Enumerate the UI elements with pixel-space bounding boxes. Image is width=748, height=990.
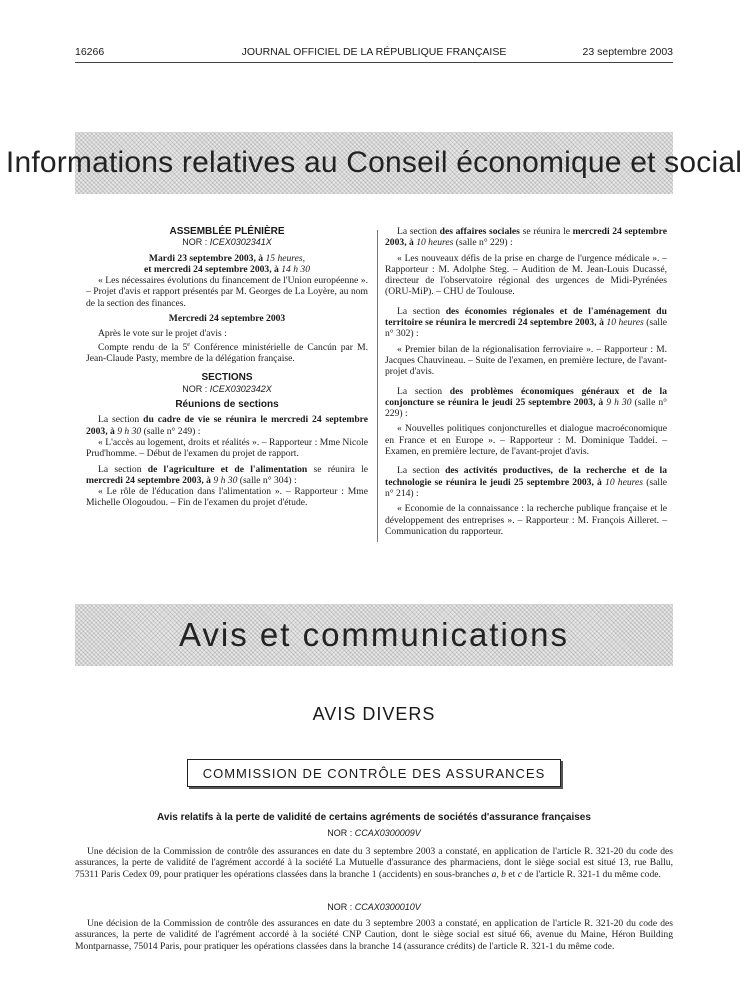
s2-time: 9 h 30 [213,474,238,486]
avis-divers-heading: AVIS DIVERS [312,704,436,724]
section-4-heading [385,306,667,340]
section-3-agenda: « Les nouveaux défis de la prise en charge de l'urgence médicale ». – Rapporteur : M. Adolphe Steg. – Audition de M. Jean-Louis Ducassé, directeur de l'observatoire régional des urgences de Midi-Pyrénées (ORU-MiP). – CHU de Toulouse. [385,252,667,298]
meeting-1 [86,253,368,276]
section-6-heading [385,465,667,499]
left-column [86,226,368,509]
section-1-heading [86,414,368,437]
para-1-end: de l'article R. 321-1 du même code. [521,868,661,880]
s5-bold: des problèmes économiques généraux et de la conjoncture se réunira le jeudi 25 septembre 2003, à [385,385,667,408]
avis-title: Avis relatifs à la perte de validité de certains agréments de sociétés d'assurance françaises [157,812,591,823]
agenda-2b [86,340,368,365]
commission-heading-box [187,759,561,787]
issue-date: 23 septembre 2003 [582,46,673,58]
s4-bold: des économies régionales et de l'aménagement du territoire se réunira le mercredi 24 septembre 2003, à [385,305,667,329]
meeting-1b: et mercredi 24 septembre 2003, à [144,263,279,275]
nor-line-1 [86,237,368,248]
agenda-2b-post: Conférence ministérielle de Cancún par M. Jean-Claude Pasty, membre de la délégation française. [86,341,368,365]
section-1-agenda: « L'accès au logement, droits et réalités ». – Rapporteur : Mme Nicole Prud'homme. – Début de l'examen du projet de rapport. [86,436,368,460]
journal-title: JOURNAL OFFICIEL DE LA RÉPUBLIQUE FRANÇAISE [241,46,507,58]
nor-line-3 [75,828,673,838]
nor-label: NOR : [327,902,353,912]
s2-post: (salle n° 304) : [237,474,297,486]
header-rule [75,62,673,63]
section-2-heading [86,464,368,487]
nor-line-4 [75,902,673,912]
agenda-1: « Les nécessaires évolutions du financement de l'Union européenne ». – Projet d'avis et rapport présentés par M. Georges de La Loyère, au nom de la section des finances. [86,275,368,309]
commission-heading: COMMISSION DE CONTRÔLE DES ASSURANCES [202,765,546,781]
s5-time: 9 h 30 [606,396,632,408]
banner-avis-title: Avis et communications [178,616,570,653]
banner-conseil-title: Informations relatives au Conseil économique et social [5,146,743,179]
s5-post: (salle n° 229) : [385,396,668,420]
agenda-2b-sup: e [187,341,190,348]
para-1-main: Une décision de la Commission de contrôle des assurances en date du 3 septembre 2003 a constaté, en application de l'article R. 321-20 du code des assurances, la perte de validité de l'agrément accordé à la société La Mutuelle d'assurance des pharmaciens, dont le siège social est situé 13, rue Ballu, 75311 Paris Cedex 09, pour pratiquer les opérations classées dans la branche 1 (accidents) en sous-branches [75,846,673,880]
s4-pre: La section [397,305,446,317]
page-header [75,46,673,60]
section-6-agenda: « Economie de la connaissance : la recherche publique française et le développement des entreprises ». – Rapporteur : M. François Ailleret. – Communication du rapporteur. [385,503,667,537]
meeting-2 [86,313,368,324]
assemblee-title: ASSEMBLÉE PLÉNIÈRE [169,226,285,237]
meeting-1a-time: 15 heures, [265,252,306,264]
s5-pre: La section [397,385,450,397]
meeting-2-date: Mercredi 24 septembre 2003 [168,313,286,325]
s1-post: (salle n° 249) : [141,425,201,437]
reunions-title: Réunions de sections [175,399,279,411]
nor-code: CCAX0300009V [354,828,421,838]
s1-time: 9 h 30 [117,425,142,437]
meeting-1a: Mardi 23 septembre 2003, à [148,252,264,264]
para-1-a: a [491,868,497,880]
decision-paragraph-2: Une décision de la Commission de contrôle des assurances en date du 3 septembre 2003 a constaté, en application de l'article R. 321-20 du code des assurances, la perte de validité de l'agrément accordé à la société CNP Caution, dont le siège social est situé 66, avenue du Maine, Héron Building Montparnasse, 75014 Paris, pour pratiquer les opérations classées dans la branche 14 (assurance crédits) de l'article R. 321-1 du même code. [75,918,673,952]
agenda-2a: Après le vote sur le projet d'avis : [98,328,227,340]
s3-pre: La section [397,226,440,237]
s3-post: (salle n° 229) : [453,237,513,249]
section-2-agenda: « Le rôle de l'éducation dans l'alimentation ». – Rapporteur : Mme Michelle Ologoudou. – Fin de l'examen du projet d'étude. [86,486,368,509]
meeting-1b-time: 14 h 30 [281,263,310,275]
s3-bold-1: des affaires sociales [439,226,520,237]
s2-mid: se réunira le [307,463,368,475]
section-3-heading [385,226,667,249]
para-1-sep1: , [496,868,502,880]
nor-label: NOR : [327,828,353,838]
para-1-c: c [517,868,522,880]
section-5-agenda: « Nouvelles politiques conjoncturelles et dialogue macroéconomique en France et en Europe ». – Rapporteur : M. Dominique Taddei. – Examen, en première lecture, de l'avant-projet d'avis. [385,423,667,458]
agenda-2b-pre: Compte rendu de la 5 [98,341,188,353]
s2-pre: La section [98,463,148,475]
nor-code: CCAX0300010V [354,902,421,912]
s6-post: (salle n° 214) : [385,476,667,499]
section-4-agenda: « Premier bilan de la régionalisation ferroviaire ». – Rapporteur : M. Jacques Chauvineau. – Suite de l'examen, en première lecture, de l'avant-projet d'avis. [385,343,667,378]
s6-pre: La section [397,465,446,477]
nor-line-2 [86,384,368,395]
page-number: 16266 [75,46,105,58]
sections-title: SECTIONS [201,372,253,384]
section-5-heading [385,386,667,420]
nor-label: NOR : [182,237,208,248]
right-column [385,226,667,537]
nor-code: ICEX0302341X [209,237,272,248]
column-divider [377,230,378,542]
s1-pre: La section [98,414,144,426]
nor-label: NOR : [182,383,208,394]
s6-time: 10 heures [605,476,644,488]
s3-mid: se réunira le [519,226,573,237]
s4-time: 10 heures [606,317,644,329]
para-1-b: b [501,868,506,880]
para-1-sep2: et [505,868,518,880]
banner-conseil-economique [5,132,743,194]
s3-bold-2: mercredi 24 septembre 2003, à [385,226,667,249]
decision-paragraph-1 [75,846,673,880]
nor-code: ICEX0302342X [209,383,272,394]
s2-bold-2: mercredi 24 septembre 2003, à [86,474,211,486]
s4-post: (salle n° 302) : [385,317,667,340]
banner-avis-communications [75,604,673,666]
s6-bold: des activités productives, de la recherche et de la technologie se réunira le jeudi 25 septembre 2003, à [385,465,667,488]
s3-time: 10 heures [416,237,454,249]
s2-bold-1: de l'agriculture et de l'alimentation [147,463,308,475]
s1-bold: du cadre de vie se réunira le mercredi 24 septembre 2003, à [86,414,369,437]
